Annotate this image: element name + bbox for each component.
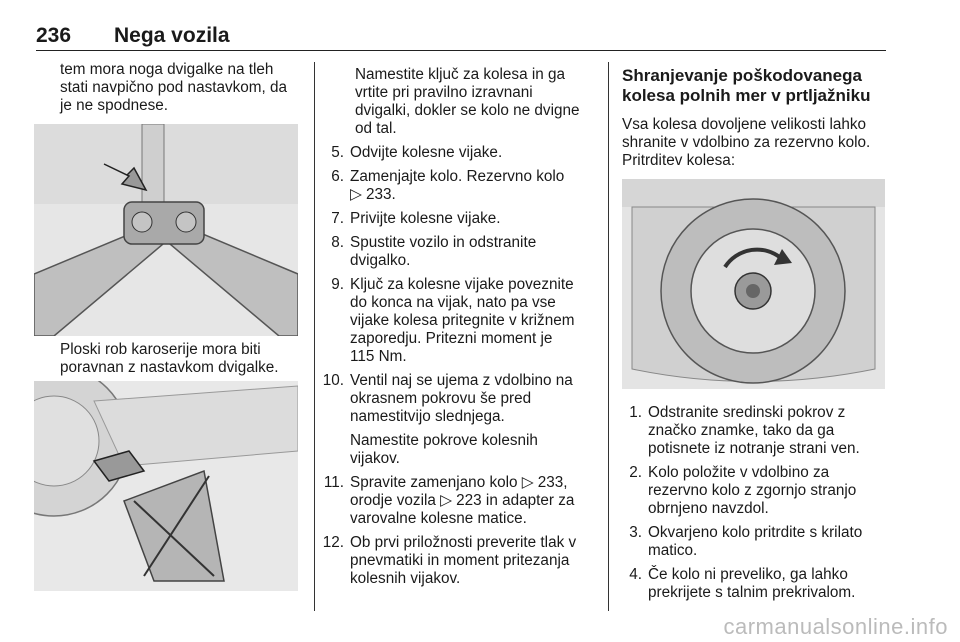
page-number: 236 [36,24,72,47]
page-reference-link[interactable]: ▷ 233. [350,186,396,203]
list-item: 6. Zamenjajte kolo. Rezervno kolo ▷ 233. [331,168,565,203]
watermark: carmanualsonline.info [723,614,948,639]
list-item: 2. Kolo položite v vdolbino za rezervno kolo z zgornjo stranjo obrnjeno navzdol. [629,464,857,517]
column-left [60,61,305,115]
page-header [36,24,886,51]
list-item: 10. Ventil naj se ujema z vdolbino na okrasnem pokrovu še pred namestitvijo slednjega. [322,372,573,425]
list-item: 5. Odvijte kolesne vijake. [331,144,503,161]
steps-list [310,144,598,426]
column-divider [608,62,609,611]
chapter-title: Nega vozila [114,24,230,47]
list-item: 9. Ključ za kolesne vijake poveznite do konca na vijak, nato pa vse vijake kolesa pritegnite v križnem zaporedju. Pritezni moment je 115 Nm. [331,276,575,365]
list-item: 8. Spustite vozilo in odstranite dvigalko. [331,234,537,269]
jack-under-car-illustration [34,124,298,336]
paragraph: tem mora noga dvigalke na tleh stati navpično pod nastavkom, da je ne spodnese. [60,61,288,114]
sub-paragraph: Namestite pokrove kolesnih vijakov. [350,432,538,467]
column-left-caption [60,341,305,377]
column-right [622,66,890,170]
section-title: Shranjevanje poškodovanega kolesa polnih mer v prtljažniku [622,66,871,105]
car-jack-illustration [34,381,298,591]
list-item: 1. Odstranite sredinski pokrov z značko znamke, tako da ga potisnete iz notranje strani ven. [629,404,860,457]
column-right-steps [622,404,890,608]
column-middle [310,66,598,594]
list-item: 4. Če kolo ni preveliko, ga lahko prekrijete s talnim prekrivalom. [629,566,856,601]
steps-list [622,404,890,602]
list-item: 3. Okvarjeno kolo pritrdite s krilato matico. [629,524,863,559]
list-item: 11. Spravite zamenjano kolo ▷ 233, orodje vozila ▷ 223 in adapter za varovalne kolesne matice. [323,474,575,527]
steps-list-continued [310,474,598,588]
list-item: 12. Ob prvi priložnosti preverite tlak v pnevmatiki in moment pritezanja kolesnih vijakov. [322,534,577,587]
list-item: 7. Privijte kolesne vijake. [331,210,501,227]
paragraph: Namestite ključ za kolesa in ga vrtite pri pravilno izravnani dvigalki, dokler se kolo ne dvigne od tal. [355,66,580,137]
paragraph: Vsa kolesa dovoljene velikosti lahko shranite v vdolbino za rezervno kolo. Pritrditev kolesa: [622,116,871,169]
spare-wheel-well-illustration [622,179,885,389]
figure-caption: Ploski rob karoserije mora biti poravnan z nastavkom dvigalke. [60,341,279,376]
